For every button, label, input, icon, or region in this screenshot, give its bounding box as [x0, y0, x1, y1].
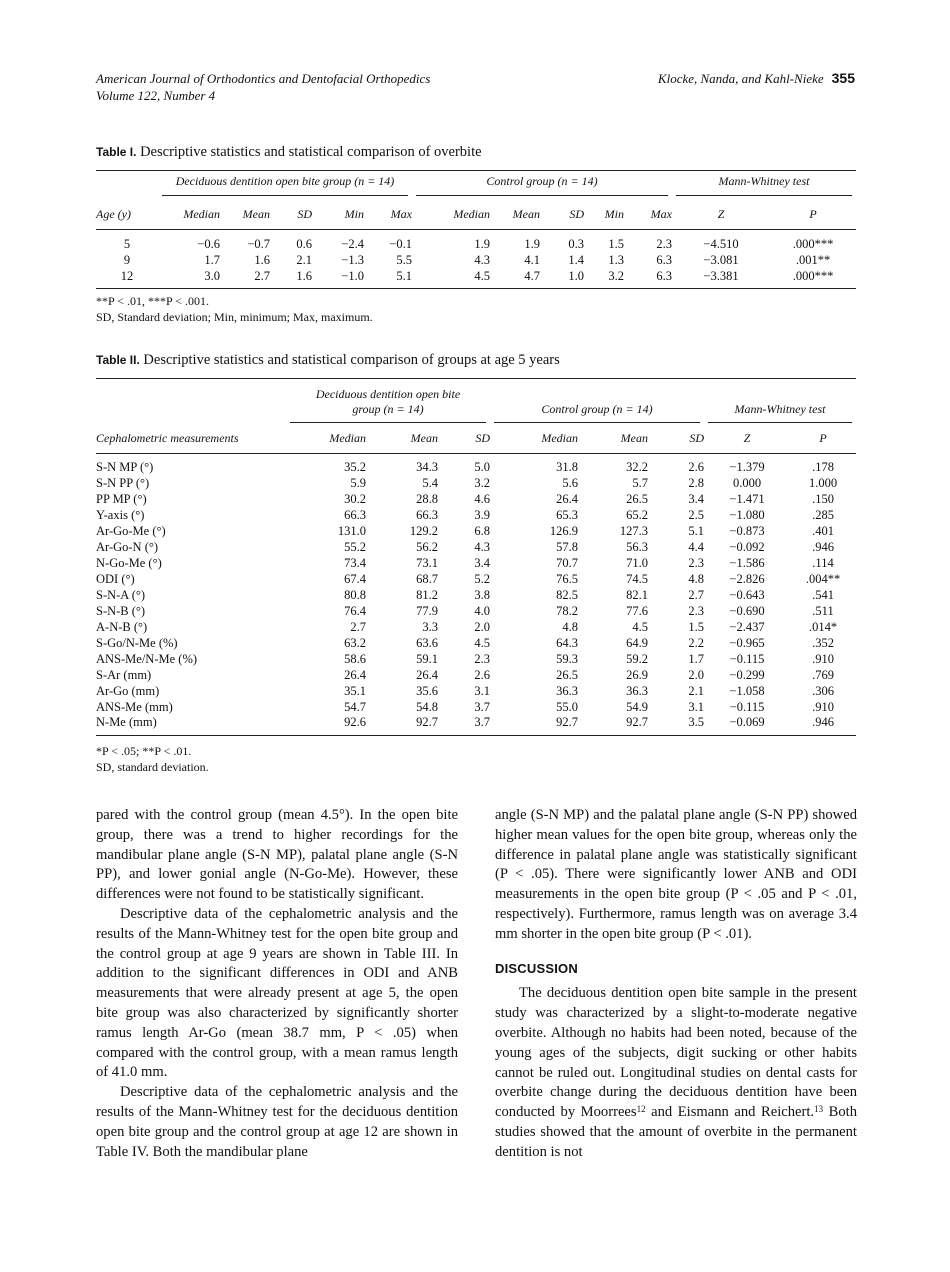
running-header-authors: [658, 70, 855, 87]
t2-row: [96, 556, 856, 572]
t2-col-header: Median: [286, 423, 366, 454]
t1-group-open-bite: Deciduous dentition open bite group (n = 14): [162, 174, 408, 196]
table1-footnotes: [96, 293, 373, 325]
table-cell: 6.8: [474, 524, 490, 539]
table2-label: Table II.: [96, 353, 140, 367]
table-cell: .306: [812, 683, 834, 698]
t2-col-header: Cephalometric measurements: [96, 423, 286, 454]
table-cell: 55.2: [344, 540, 366, 555]
t2-row: [96, 699, 856, 715]
t1-col-header: P: [770, 199, 856, 230]
table-cell: .946: [812, 540, 834, 555]
table-cell: 0.000: [732, 476, 762, 491]
table-cell: 65.3: [556, 508, 578, 523]
table-cell: 92.7: [416, 715, 438, 730]
table-cell: Ar-Go-Me (°): [96, 524, 166, 539]
t2-row: [96, 619, 856, 635]
table-cell: 2.0: [474, 619, 490, 634]
table-cell: 63.6: [416, 635, 438, 650]
table-cell: −0.7: [247, 236, 270, 251]
table-cell: 2.5: [688, 508, 704, 523]
t2-group-open-bite-line1: Deciduous dentition open bite: [315, 387, 461, 401]
table-cell: ANS-Me (mm): [96, 699, 173, 714]
t2-group-open-bite-line2: group (n = 14): [352, 402, 424, 416]
table-cell: −1.3: [341, 252, 364, 267]
table-cell: 4.8: [688, 572, 704, 587]
table-cell: .000***: [792, 236, 834, 251]
table-cell: 4.6: [474, 492, 490, 507]
table-cell: Ar-Go (mm): [96, 683, 160, 698]
table-cell: −0.6: [197, 236, 220, 251]
t1-col-header: SD: [270, 199, 312, 230]
discussion-text-a: The deciduous dentition open bite sample in the present study was characterized by a slight-to-moderate negative overbite. Although no habits had been noted, because of the young ages of the subjects, digit sucking or other habits cannot be ruled out. Longitudinal studies on dental casts for overbite change during the deciduous dentition have been conducted by Moorrees: [495, 985, 857, 1121]
table-cell: −2.437: [729, 619, 765, 634]
table-cell: 36.3: [556, 683, 578, 698]
table2-footnotes: [96, 743, 209, 775]
table-cell: 54.8: [416, 699, 438, 714]
table-cell: 73.4: [344, 556, 366, 571]
table-cell: −1.0: [341, 268, 364, 283]
table-cell: 1.6: [254, 252, 270, 267]
table-cell: −0.690: [729, 603, 765, 618]
table-cell: 54.9: [626, 699, 648, 714]
t2-row: [96, 635, 856, 651]
table-cell: 92.7: [556, 715, 578, 730]
table-cell: 26.5: [556, 667, 578, 682]
table-cell: 5: [123, 236, 131, 251]
table-cell: 35.1: [344, 683, 366, 698]
t1-col-header: Median: [412, 199, 490, 230]
table-cell: .541: [812, 587, 834, 602]
table-cell: 129.2: [409, 524, 438, 539]
table-cell: .769: [812, 667, 834, 682]
table1-label: Table I.: [96, 145, 137, 159]
table-cell: 59.1: [416, 651, 438, 666]
table-cell: 4.7: [524, 268, 540, 283]
t2-footnote-significance: *P < .05; **P < .01.: [96, 744, 192, 758]
table-cell: N-Me (mm): [96, 715, 157, 730]
table-cell: ANS-Me/N-Me (%): [96, 651, 198, 666]
table-cell: 4.3: [474, 540, 490, 555]
table-cell: −0.643: [729, 587, 765, 602]
t1-row: [96, 230, 856, 253]
table-cell: 1.3: [608, 252, 624, 267]
table-cell: 77.9: [416, 603, 438, 618]
table-cell: 3.2: [608, 268, 624, 283]
table-cell: 4.5: [632, 619, 648, 634]
table-cell: 5.7: [632, 476, 648, 491]
table-cell: 127.3: [619, 524, 648, 539]
t2-col-header: SD: [438, 423, 490, 454]
t2-row: [96, 492, 856, 508]
t2-col-header: Z: [704, 423, 790, 454]
t1-col-header: Z: [672, 199, 770, 230]
table-cell: 26.9: [626, 667, 648, 682]
table-cell: PP MP (°): [96, 492, 147, 507]
t1-col-header: Max: [364, 199, 412, 230]
table-cell: 6.3: [656, 252, 672, 267]
table-cell: S-N MP (°): [96, 460, 154, 475]
table-cell: 1.9: [474, 236, 490, 251]
table-cell: 126.9: [549, 524, 578, 539]
table-cell: .910: [812, 651, 834, 666]
citation-ref: 13: [814, 1104, 824, 1115]
table-cell: .352: [812, 635, 834, 650]
table-cell: 68.7: [416, 572, 438, 587]
t1-group-test: Mann-Whitney test: [676, 174, 852, 196]
t2-row: [96, 651, 856, 667]
body-column-left: [96, 806, 458, 1162]
table-cell: −1.379: [729, 460, 765, 475]
table-cell: 26.4: [416, 667, 438, 682]
body-paragraph: pared with the control group (mean 4.5°). In the open bite group, there was a trend to higher recordings for the mandibular plane angle (S-N MP), palatal plane angle (S-N PP), and lower gonial angle (N-Go-Me). However, these differences were not found to be statistically significant.: [96, 807, 458, 903]
table-cell: .150: [812, 492, 834, 507]
table-cell: 2.6: [474, 667, 490, 682]
table-cell: 82.5: [556, 587, 578, 602]
table-cell: 2.7: [688, 587, 704, 602]
table-cell: 64.3: [556, 635, 578, 650]
table-cell: −1.058: [729, 683, 765, 698]
table-cell: N-Go-Me (°): [96, 556, 162, 571]
table-cell: 2.3: [474, 651, 490, 666]
table-cell: 71.0: [626, 556, 648, 571]
table-cell: .946: [812, 715, 834, 730]
table-cell: 1.9: [524, 236, 540, 251]
table-cell: S-N-B (°): [96, 603, 146, 618]
discussion-text-b: and Eismann and Reichert.: [645, 1104, 815, 1121]
body-paragraph: angle (S-N MP) and the palatal plane angle (S-N PP) showed higher mean values for the open bite group, whereas only the difference in palatal plane angle was statistically significant (P < .05). There were significantly lower ANB and ODI measurements in the open bite group (P < .05 and P < .01, respectively). Furthermore, ramus length was on average 3.4 mm shorter in the open bite group (P < .01).: [495, 807, 857, 942]
body-paragraph: Descriptive data of the cephalometric analysis and the results of the Mann-Whitney test for the deciduous dentition open bite group and the control group at age 12 are shown in Table IV. Both the mandibular plane: [96, 1084, 458, 1160]
table-cell: 5.6: [562, 476, 578, 491]
table-cell: 1.0: [568, 268, 584, 283]
table-cell: 3.5: [688, 715, 704, 730]
table-cell: 55.0: [556, 699, 578, 714]
table-cell: 2.6: [688, 460, 704, 475]
table-cell: 1.5: [608, 236, 624, 251]
table-cell: .114: [812, 556, 834, 571]
table-cell: 3.8: [474, 587, 490, 602]
t2-row: [96, 508, 856, 524]
t1-col-header: Mean: [490, 199, 540, 230]
t1-footnote-abbrev: SD, Standard deviation; Min, minimum; Max, maximum.: [96, 310, 373, 324]
table-cell: S-N PP (°): [96, 476, 150, 491]
t2-row: [96, 476, 856, 492]
table-cell: −0.1: [389, 236, 412, 251]
table-cell: 63.2: [344, 635, 366, 650]
table-cell: 12: [120, 268, 134, 283]
t2-col-header: SD: [648, 423, 704, 454]
table-cell: 9: [123, 252, 131, 267]
t1-col-header: Min: [584, 199, 624, 230]
table-cell: 131.0: [337, 524, 366, 539]
table-cell: .285: [812, 508, 834, 523]
table-cell: 65.2: [626, 508, 648, 523]
table-cell: −1.586: [729, 556, 765, 571]
table-cell: 35.2: [344, 460, 366, 475]
table-cell: 31.8: [556, 460, 578, 475]
running-header-journal: [96, 70, 430, 104]
table-cell: −3.081: [703, 252, 739, 267]
table-cell: 26.5: [626, 492, 648, 507]
t2-col-header: Mean: [578, 423, 648, 454]
t1-row: [96, 268, 856, 289]
table-cell: 57.8: [556, 540, 578, 555]
table-cell: ODI (°): [96, 572, 135, 587]
table-cell: −2.826: [729, 572, 765, 587]
t2-row: [96, 540, 856, 556]
table-cell: 36.3: [626, 683, 648, 698]
t1-body: [96, 230, 856, 289]
t1-col-header: Max: [624, 199, 672, 230]
t2-row: [96, 603, 856, 619]
page-number: 355: [831, 70, 855, 86]
table-cell: 76.5: [556, 572, 578, 587]
table-cell: −1.471: [729, 492, 765, 507]
author-list: Klocke, Nanda, and Kahl-Nieke: [657, 71, 824, 86]
table-cell: 6.3: [656, 268, 672, 283]
t2-col-header: Mean: [366, 423, 438, 454]
table1-caption: [96, 144, 482, 161]
table-cell: 5.1: [396, 268, 412, 283]
table-cell: 58.6: [344, 651, 366, 666]
table-cell: 1.000: [808, 476, 838, 491]
table-cell: 1.4: [568, 252, 584, 267]
table-cell: 1.6: [296, 268, 312, 283]
table-cell: 80.8: [344, 587, 366, 602]
journal-volume: Volume 122, Number 4: [96, 88, 216, 103]
table-cell: −0.092: [729, 540, 765, 555]
table-cell: 74.5: [626, 572, 648, 587]
table-cell: 3.7: [474, 715, 490, 730]
body-column-right: [495, 806, 857, 1163]
t1-group-control: Control group (n = 14): [416, 174, 668, 196]
t2-row: [96, 588, 856, 604]
table2-caption: [96, 352, 560, 369]
t1-col-header: Mean: [220, 199, 270, 230]
table-cell: 1.5: [688, 619, 704, 634]
table-cell: 2.7: [350, 619, 366, 634]
table-cell: 92.7: [626, 715, 648, 730]
table-cell: 2.7: [254, 268, 270, 283]
t2-row: [96, 572, 856, 588]
table-cell: A-N-B (°): [96, 619, 148, 634]
table-cell: .000***: [792, 268, 834, 283]
journal-title: American Journal of Orthodontics and Dentofacial Orthopedics: [96, 71, 431, 86]
table-cell: 4.0: [474, 603, 490, 618]
table-cell: 3.2: [474, 476, 490, 491]
table-cell: 4.4: [688, 540, 704, 555]
table-cell: 30.2: [344, 492, 366, 507]
table-cell: 82.1: [626, 587, 648, 602]
t2-row: [96, 715, 856, 735]
table-cell: 3.7: [474, 699, 490, 714]
t2-footnote-abbrev: SD, standard deviation.: [96, 760, 209, 774]
table-cell: 5.4: [422, 476, 438, 491]
table-cell: Y-axis (°): [96, 508, 145, 523]
table-cell: S-N-A (°): [96, 587, 146, 602]
table1-title: Descriptive statistics and statistical comparison of overbite: [140, 144, 482, 160]
table-cell: −4.510: [703, 236, 739, 251]
table-cell: 4.1: [524, 252, 540, 267]
t1-row: [96, 252, 856, 268]
table-cell: 2.1: [296, 252, 312, 267]
table-cell: 3.1: [474, 683, 490, 698]
table-cell: 4.5: [474, 635, 490, 650]
table-cell: −0.873: [729, 524, 765, 539]
table2-age5: [96, 378, 856, 736]
table-cell: −0.299: [729, 667, 765, 682]
t2-row: [96, 524, 856, 540]
table-cell: 2.3: [688, 556, 704, 571]
table-cell: 2.3: [656, 236, 672, 251]
table-cell: 26.4: [344, 667, 366, 682]
table-cell: .401: [812, 524, 834, 539]
table-cell: −1.080: [729, 508, 765, 523]
table-cell: 4.5: [474, 268, 490, 283]
section-heading-discussion: DISCUSSION: [495, 960, 578, 976]
t2-group-open-bite: [290, 387, 486, 423]
table-cell: 66.3: [416, 508, 438, 523]
t2-group-test: Mann-Whitney test: [708, 402, 852, 423]
table-cell: 28.8: [416, 492, 438, 507]
table-cell: .004**: [805, 572, 841, 587]
table-cell: −3.381: [703, 268, 739, 283]
table-cell: 3.9: [474, 508, 490, 523]
table-cell: 5.1: [688, 524, 704, 539]
table-cell: 32.2: [626, 460, 648, 475]
table-cell: 2.3: [688, 603, 704, 618]
table-cell: −0.115: [729, 651, 765, 666]
body-paragraph-discussion: [495, 984, 857, 1162]
table-cell: 2.2: [688, 635, 704, 650]
table-cell: 56.3: [626, 540, 648, 555]
table-cell: 5.5: [396, 252, 412, 267]
t2-group-control: Control group (n = 14): [494, 402, 700, 423]
table-cell: 1.7: [688, 651, 704, 666]
table-cell: 3.4: [474, 556, 490, 571]
table-cell: 81.2: [416, 587, 438, 602]
table-cell: S-Go/N-Me (%): [96, 635, 178, 650]
table-cell: 77.6: [626, 603, 648, 618]
table-cell: 4.3: [474, 252, 490, 267]
table-cell: 70.7: [556, 556, 578, 571]
t2-body: [96, 454, 856, 736]
table-cell: 3.3: [422, 619, 438, 634]
t2-row: [96, 683, 856, 699]
table-cell: 2.0: [688, 667, 704, 682]
table-cell: 54.7: [344, 699, 366, 714]
table-cell: 5.2: [474, 572, 490, 587]
table-cell: .014*: [808, 619, 838, 634]
table-cell: 73.1: [416, 556, 438, 571]
table2-title: Descriptive statistics and statistical comparison of groups at age 5 years: [143, 352, 560, 368]
t1-col-header: Min: [312, 199, 364, 230]
t1-col-header: Age (y): [96, 199, 158, 230]
table-cell: 92.6: [344, 715, 366, 730]
table-cell: 59.3: [556, 651, 578, 666]
t1-footnote-significance: **P < .01, ***P < .001.: [96, 294, 209, 308]
table-cell: 34.3: [416, 460, 438, 475]
table-cell: .910: [812, 699, 834, 714]
table-cell: 35.6: [416, 683, 438, 698]
table-cell: 2.8: [688, 476, 704, 491]
table-cell: −0.115: [729, 699, 765, 714]
table1-overbite: [96, 170, 856, 289]
table-cell: 3.1: [688, 699, 704, 714]
t1-col-header: Median: [158, 199, 220, 230]
table-cell: 3.0: [204, 268, 220, 283]
table-cell: −0.069: [729, 715, 765, 730]
discussion-text-c: Both studies showed that the amount of overbite in the permanent dentition is not: [495, 1104, 858, 1160]
citation-ref: 12: [636, 1104, 646, 1115]
table-cell: 66.3: [344, 508, 366, 523]
table-cell: S-Ar (mm): [96, 667, 152, 682]
table-cell: 2.1: [688, 683, 704, 698]
table-cell: 0.6: [296, 236, 312, 251]
table-cell: 5.9: [350, 476, 366, 491]
body-paragraph: Descriptive data of the cephalometric analysis and the results of the Mann-Whitney test for the open bite group and the control group at age 9 years are shown in Table III. In addition to the significant differences in ODI and ANB measurements that were already present at age 5, the open bite group was also characterized by significantly shorter ramus length Ar-Go (mean 38.7 mm, P < .05) when compared with the control group, with a mean ramus length of 41.0 mm.: [96, 905, 458, 1081]
table-cell: 26.4: [556, 492, 578, 507]
table-cell: .001**: [795, 252, 831, 267]
table-cell: Ar-Go-N (°): [96, 540, 159, 555]
table-cell: −2.4: [341, 236, 364, 251]
table-cell: −0.965: [729, 635, 765, 650]
table-cell: 4.8: [562, 619, 578, 634]
table-cell: 1.7: [204, 252, 220, 267]
table-cell: .178: [812, 460, 834, 475]
t2-col-header: P: [790, 423, 856, 454]
t2-row: [96, 454, 856, 476]
table-cell: 76.4: [344, 603, 366, 618]
t2-row: [96, 667, 856, 683]
table-cell: .511: [812, 603, 834, 618]
t1-col-header: SD: [540, 199, 584, 230]
table-cell: 5.0: [474, 460, 490, 475]
table-cell: 0.3: [568, 236, 584, 251]
table-cell: 3.4: [688, 492, 704, 507]
table-cell: 64.9: [626, 635, 648, 650]
t2-col-header: Median: [490, 423, 578, 454]
table-cell: 56.2: [416, 540, 438, 555]
table-cell: 78.2: [556, 603, 578, 618]
table-cell: 59.2: [626, 651, 648, 666]
table-cell: 67.4: [344, 572, 366, 587]
